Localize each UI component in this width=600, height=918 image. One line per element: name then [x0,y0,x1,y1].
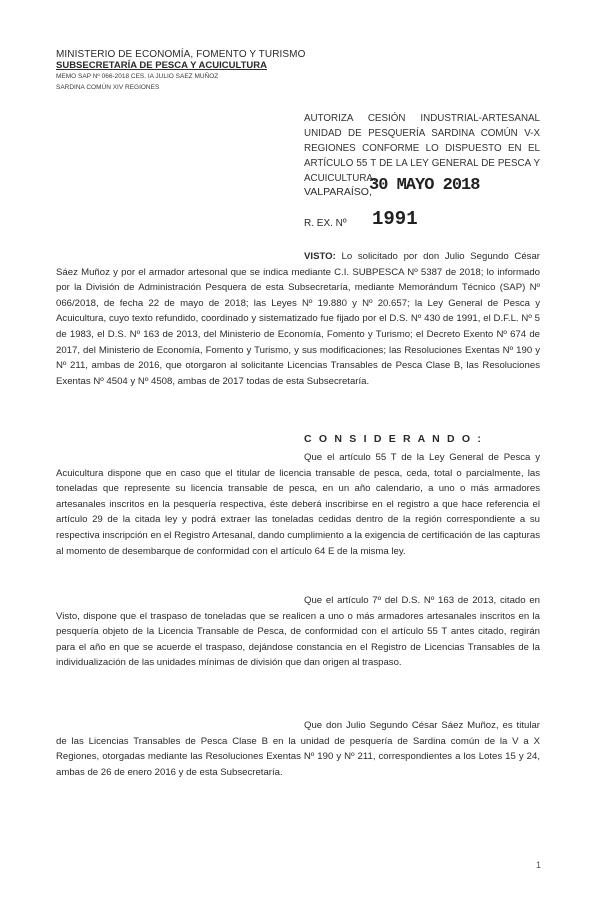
reference-line-2: SARDINA COMÚN XIV REGIONES [56,84,160,91]
resolution-label: R. EX. Nº [304,218,347,229]
visto-text: Lo solicitado por don Julio Segundo César Sáez Muñoz y por el armador artesonal que se indica mediante C.I. SUBPESCA Nº 5387 de 2018; lo informado por la División de Administración Pesquera de esta Subsecretaría, mediante Memorándum Técnico (SAP) Nº 066/2018, de fecha 22 de mayo de 2018; las Leyes Nº 19.880 y Nº 20.657; la Ley General de Pesca y Acuicultura, cuyo texto refundido, coordinado y sistematizado fue fijado por el D.S. Nº 430 de 1991, el D.F.L. Nº 5 de 1983, el D.S. Nº 163 de 2013, del Ministerio de Economía, Fomento y Turismo; el Decreto Exento Nº 674 de 2017, del Ministerio de Economía, Fomento y Turismo, y sus modificaciones; las Resoluciones Exentas Nº 190 y Nº 211, ambas de 2016, que otorgaron al solicitante Licencias Transables de Pesca Clase B, las Resoluciones Exentas Nº 4504 y Nº 4508, ambas de 2017 todas de esta Subsecretaría. [56,251,540,387]
considerando-paragraph-2: Que el artículo 7º del D.S. Nº 163 de 2013, citado en Visto, dispone que el traspaso de toneladas que se realicen a uno o más armadores artesanales inscritos en la pesquería objeto de la Licencia Transable de Pesca, de conformidad con el artículo 55 T antes citado, regirán para el año en que se acuerde el traspaso, dejándose constancia en el Registro de Licencias Transables de la individualización de las unidades mínimas de división que dan origen al traspaso. [56,595,540,669]
reference-line-1: MEMO SAP Nº 066-2018 CES. IA JULIO SAEZ MUÑOZ [56,73,219,80]
subsecretaria-name: SUBSECRETARÍA DE PESCA Y ACUICULTURA [56,60,267,71]
resolution-number: 1991 [372,208,418,230]
ministry-name: MINISTERIO DE ECONOMÍA, FOMENTO Y TURISMO [56,49,306,60]
resolution-subject: AUTORIZA CESIÓN INDUSTRIAL-ARTESANAL UNIDAD DE PESQUERÍA SARDINA COMÚN V-X REGIONES CONFORME LO DISPUESTO EN EL ARTÍCULO 55 T DE LA LEY GENERAL DE PESCA Y ACUICULTURA. [304,113,540,184]
considerando-heading: C O N S I D E R A N D O : [304,433,484,445]
place-label: VALPARAÍSO, [304,186,372,198]
visto-paragraph [56,249,540,389]
date-stamp: 30 MAYO 2018 [369,176,480,195]
considerando-paragraph-3: Que don Julio Segundo César Sáez Muñoz, es titular de las Licencias Transables de Pesca Clase B en la unidad de pesquería de Sardina común de la V a X Regiones, otorgadas mediante las Resoluciones Exentas Nº 190 y Nº 211, correspondientes a los Lotes 15 y 24, ambas de 26 de enero 2016 y de esta Subsecretaría. [56,720,540,778]
letterhead [56,49,306,93]
visto-label: VISTO: [304,251,336,262]
page-number: 1 [536,860,542,870]
considerando-paragraph-1: Que el artículo 55 T de la Ley General de Pesca y Acuicultura dispone que en caso que el titular de licencia transable de pesca, ceda, total o parcialmente, las toneladas que represente su licencia transable de pesca, en un año calendario, a uno o más armadores artesanales inscritos en la pesquería respectiva, éste deberá inscribirse en el registro a que hace referencia el artículo 29 de la citada ley y podrá extraer las toneladas cedidas dentro de la región correspondiente a su respectiva inscripción en el Registro Artesanal, dando cumplimiento a la exigencia de certificación de las capturas al momento de desembarque de conformidad con el artículo 64 E de la misma ley. [56,452,540,557]
